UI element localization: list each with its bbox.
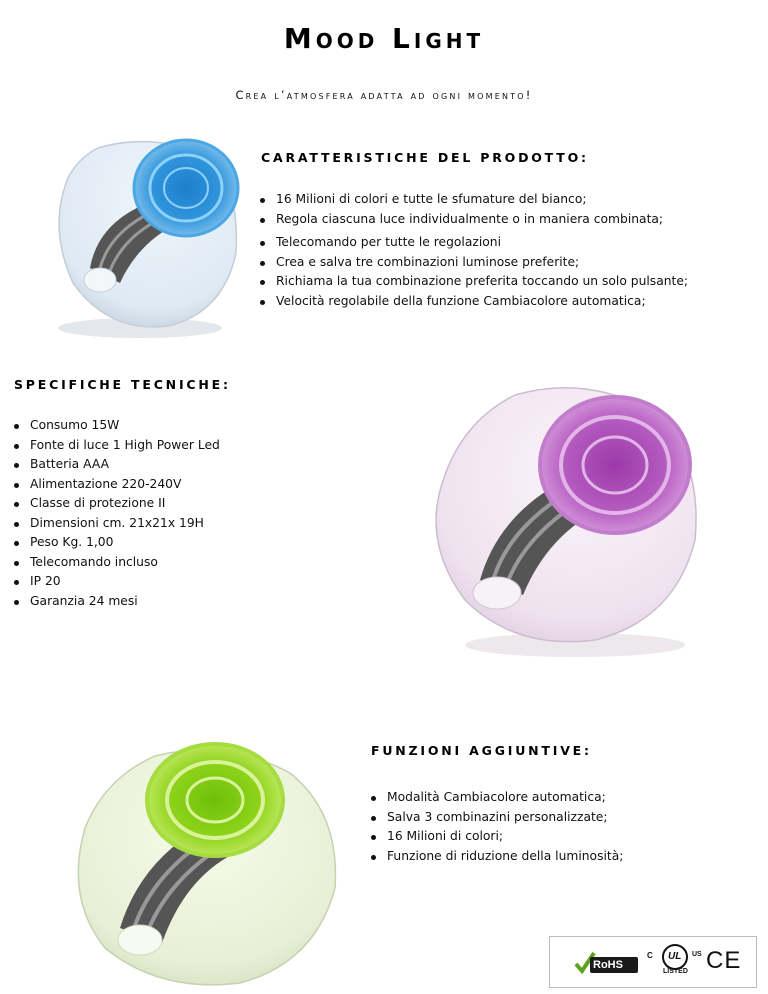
blue-lamp-image	[28, 118, 250, 346]
list-item: Regola ciascuna luce individualmente o in maniera combinata;	[258, 210, 688, 230]
specs-list	[12, 416, 220, 611]
green-lamp-image	[50, 728, 350, 994]
rohs-label: RoHS	[593, 959, 623, 971]
extras-heading: FUNZIONI AGGIUNTIVE:	[371, 743, 592, 758]
list-item: Richiama la tua combinazione preferita toccando un solo pulsante;	[258, 272, 688, 292]
list-item: Alimentazione 220-240V	[12, 475, 220, 495]
list-item: Fonte di luce 1 High Power Led	[12, 436, 220, 456]
ul-listed-label: LISTED	[663, 968, 688, 975]
list-item: Telecomando per tutte le regolazioni	[258, 233, 688, 253]
list-item: Telecomando incluso	[12, 553, 220, 573]
list-item: 16 Milioni di colori e tutte le sfumature del bianco;	[258, 190, 688, 210]
ul-c-label: C	[647, 951, 653, 960]
list-item: Garanzia 24 mesi	[12, 592, 220, 612]
list-item: Classe di protezione II	[12, 494, 220, 514]
certifications-box	[549, 936, 757, 988]
ul-us-label: US	[692, 951, 702, 958]
features-heading: CARATTERISTICHE DEL PRODOTTO:	[261, 150, 589, 165]
list-item: Dimensioni cm. 21x21x 19H	[12, 514, 220, 534]
list-item: Velocità regolabile della funzione Cambiacolore automatica;	[258, 292, 688, 312]
list-item: Crea e salva tre combinazioni luminose preferite;	[258, 253, 688, 273]
list-item: Salva 3 combinazini personalizzate;	[369, 808, 623, 828]
list-item: Peso Kg. 1,00	[12, 533, 220, 553]
features-list	[258, 190, 688, 311]
list-item: Modalità Cambiacolore automatica;	[369, 788, 623, 808]
specs-heading: SPECIFICHE TECNICHE:	[14, 377, 231, 392]
list-item: 16 Milioni di colori;	[369, 827, 623, 847]
purple-lamp-image	[405, 365, 715, 665]
ul-center-label: UL	[668, 951, 682, 962]
page-subtitle: Crea l’atmosfera adatta ad ogni momento!	[235, 88, 533, 102]
list-item: IP 20	[12, 572, 220, 592]
list-item: Funzione di riduzione della luminosità;	[369, 847, 623, 867]
ce-mark: CE	[706, 947, 742, 974]
extras-list	[369, 788, 623, 866]
list-item: Consumo 15W	[12, 416, 220, 436]
list-item: Batteria AAA	[12, 455, 220, 475]
page-title: Mood Light	[283, 22, 485, 55]
